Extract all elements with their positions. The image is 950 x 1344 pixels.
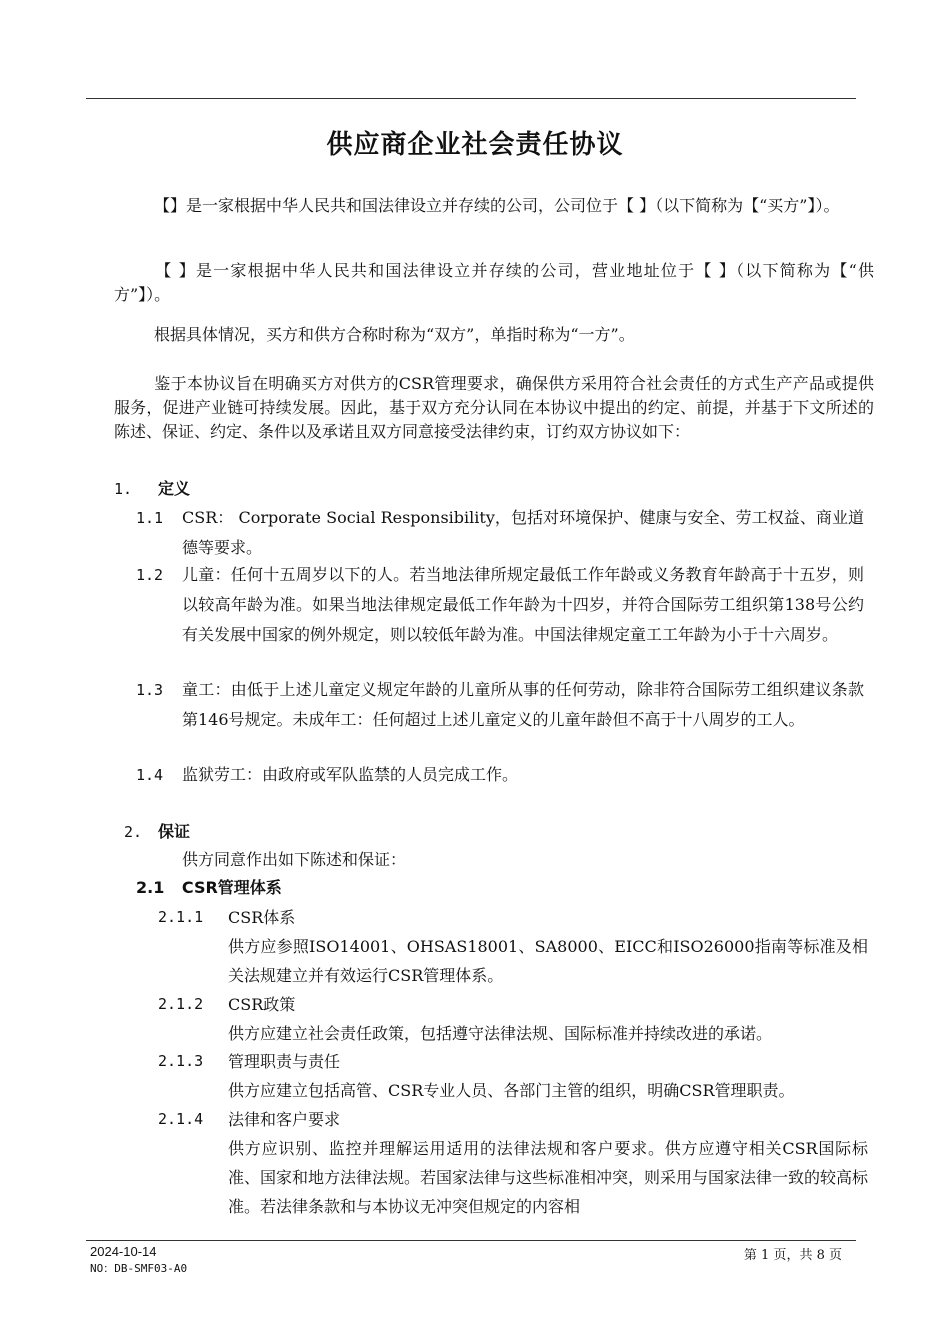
clause-item: [158, 1105, 868, 1221]
clause-label: CSR政策: [228, 995, 296, 1014]
clause-item: [158, 1047, 868, 1105]
intro-buyer-text: 【】是一家根据中华人民共和国法律设立并存续的公司，公司位于【 】（以下简称为【“买方”】）。: [154, 196, 840, 215]
definition-item: [136, 560, 864, 650]
section-2-lead: 供方同意作出如下陈述和保证：: [182, 850, 407, 869]
item-number: 1.3: [136, 681, 164, 699]
clause-label: 管理职责与责任: [228, 1052, 341, 1071]
clause-body: 供方应建立包括高管、CSR专业人员、各部门主管的组织，明确CSR管理职责。: [228, 1081, 795, 1100]
definition-item: [136, 503, 864, 563]
clause-body: 供方应建立社会责任政策，包括遵守法律法规、国际标准并持续改进的承诺。: [228, 1024, 773, 1043]
section-title: 定义: [158, 479, 191, 498]
footer-doc-number: NO：DB-SMF03-A0: [90, 1262, 188, 1275]
intro-buyer: [114, 194, 874, 218]
definition-item: [136, 760, 864, 790]
clause-number: 2.1.2: [158, 995, 204, 1013]
item-text: 童工：由低于上述儿童定义规定年龄的儿童所从事的任何劳动，除非符合国际劳工组织建议条款第146号规定。未成年工：任何超过上述儿童定义的儿童年龄但不高于十八周岁的工人。: [182, 680, 864, 729]
clause-number: 2.1.1: [158, 908, 204, 926]
clause-item: [158, 990, 868, 1048]
intro-parties-text: 根据具体情况，买方和供方合称时称为“双方”，单指时称为“一方”。: [154, 325, 635, 344]
definition-item: [136, 675, 864, 735]
intro-supplier-text: 【 】是一家根据中华人民共和国法律设立并存续的公司，营业地址位于【 】（以下简称为【“供方”】）。: [114, 261, 874, 304]
clause-label: CSR体系: [228, 908, 296, 927]
section-title: 保证: [158, 822, 191, 841]
header-rule: [86, 98, 856, 99]
footer-date: 2024-10-14: [90, 1244, 157, 1259]
subsection-heading: [136, 875, 282, 901]
clause-body: 供方应参照ISO14001、OHSAS18001、SA8000、EICC和ISO26000指南等标准及相关法规建立并有效运行CSR管理体系。: [228, 937, 868, 985]
clause-number: 2.1.3: [158, 1052, 204, 1070]
item-number: 1.2: [136, 566, 164, 584]
item-text: CSR： Corporate Social Responsibility，包括对环境保护、健康与安全、劳工权益、商业道德等要求。: [182, 508, 864, 557]
section-number: 2.: [124, 823, 143, 841]
intro-purpose-text: 鉴于本协议旨在明确买方对供方的CSR管理要求，确保供方采用符合社会责任的方式生产产品或提供服务，促进产业链可持续发展。因此，基于双方充分认同在本协议中提出的约定、前提，并基于下文所述的陈述、保证、约定、条件以及承诺且双方同意接受法律约束，订约双方协议如下：: [114, 374, 874, 441]
item-number: 1.4: [136, 766, 164, 784]
intro-supplier: [114, 259, 874, 307]
subsection-number: 2.1: [136, 878, 165, 897]
item-number: 1.1: [136, 509, 164, 527]
item-text: 监狱劳工：由政府或军队监禁的人员完成工作。: [182, 765, 519, 784]
document-title: 供应商企业社会责任协议: [326, 130, 624, 160]
footer-rule: [86, 1240, 856, 1241]
clause-body: 供方应识别、监控并理解运用适用的法律法规和客户要求。供方应遵守相关CSR国际标准、国家和地方法律法规。若国家法律与这些标准相冲突，则采用与国家法律一致的较高标准。若法律条款和与本协议无冲突但规定的内容相: [228, 1139, 869, 1216]
intro-purpose: [114, 372, 874, 444]
intro-parties: [114, 323, 874, 347]
footer-page-number: 第 1 页，共 8 页: [743, 1248, 842, 1263]
clause-label: 法律和客户要求: [228, 1110, 341, 1129]
subsection-title: CSR管理体系: [181, 878, 282, 897]
item-text: 儿童：任何十五周岁以下的人。若当地法律所规定最低工作年龄或义务教育年龄高于十五岁，则以较高年龄为准。如果当地法律规定最低工作年龄为十四岁，并符合国际劳工组织第138号公约有关发展中国家的例外规定，则以较低年龄为准。中国法律规定童工工年龄为小于十六周岁。: [182, 565, 864, 644]
clause-number: 2.1.4: [158, 1110, 204, 1128]
clause-item: [158, 903, 868, 990]
section-number: 1.: [114, 480, 133, 498]
